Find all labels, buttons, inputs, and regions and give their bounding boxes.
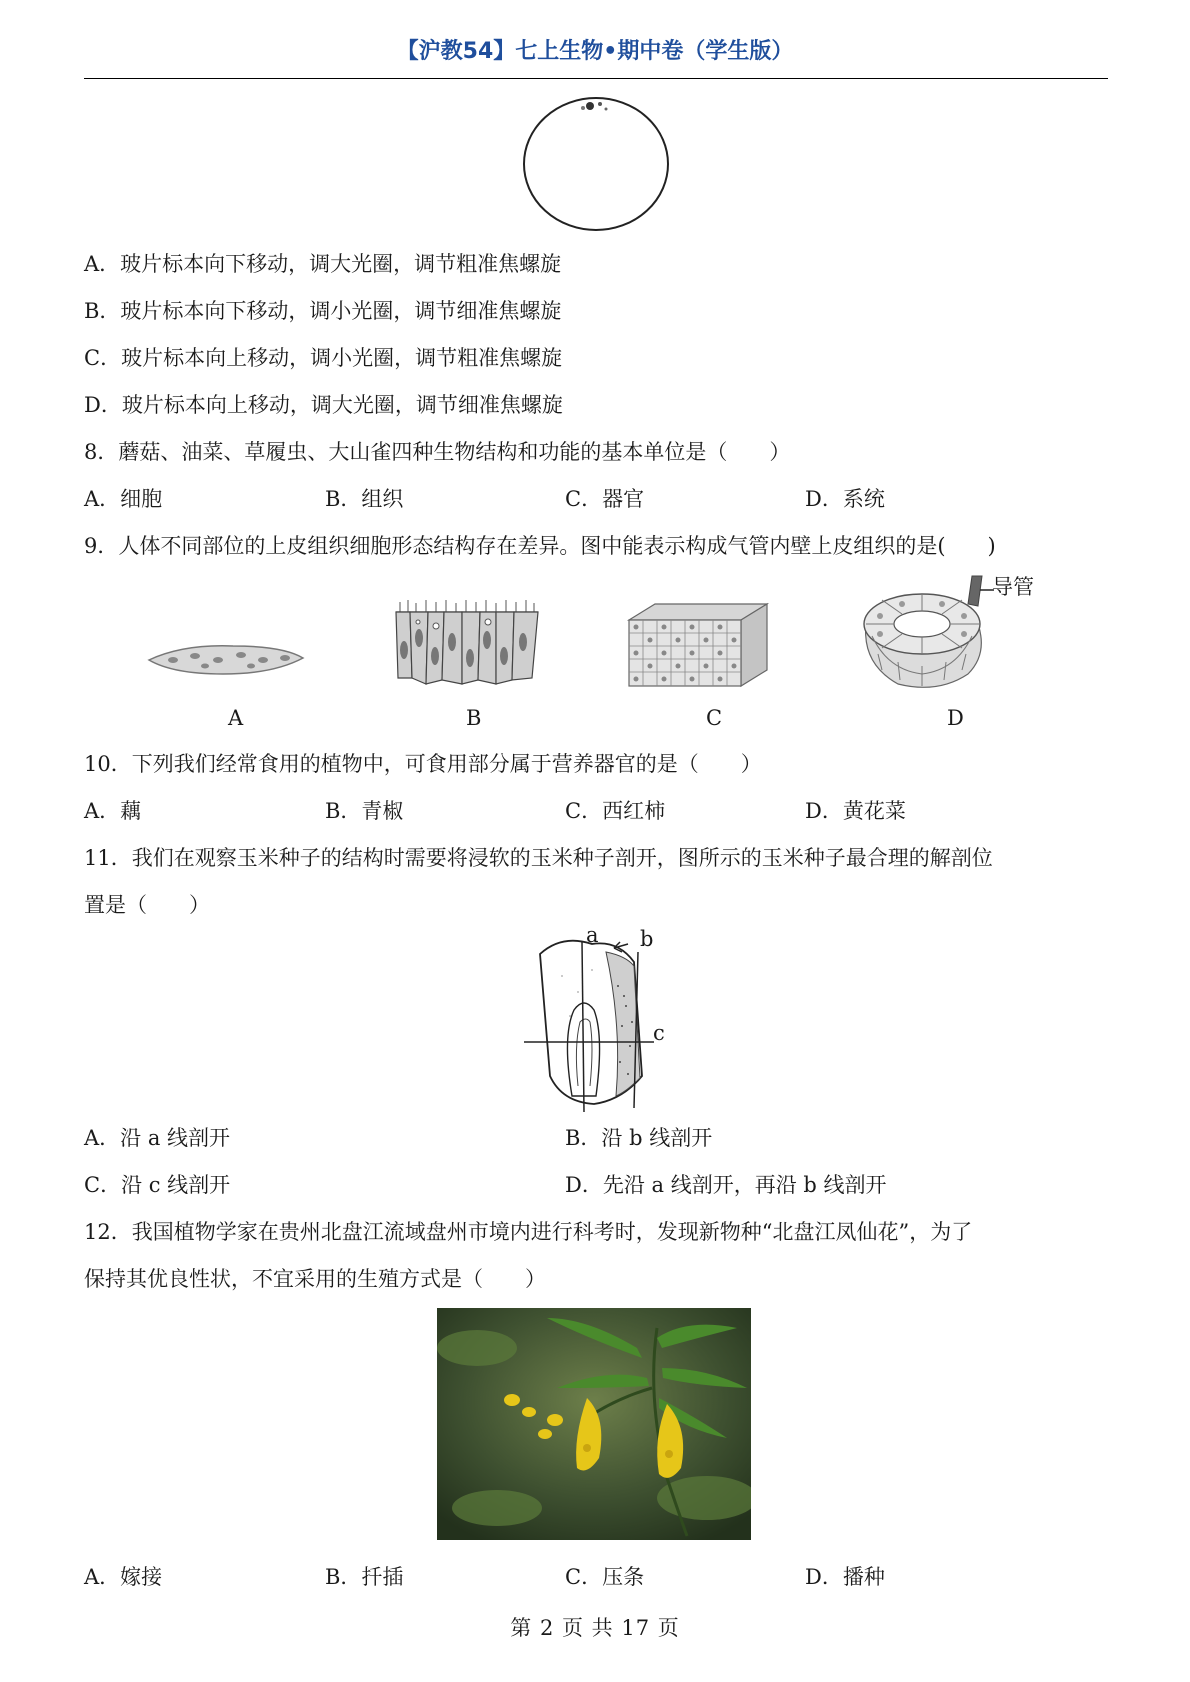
- epithelium-figure-b: [392, 598, 542, 690]
- q11-stem-line1: 11．我们在观察玉米种子的结构时需要将浸软的玉米种子剖开，图所示的玉米种子最合理的解剖位: [84, 846, 993, 870]
- gland-figure-d: [858, 574, 998, 692]
- epithelium-figure-a: [143, 638, 307, 680]
- q8-option-d: D．系统: [805, 487, 885, 511]
- duct-label: 导管: [992, 575, 1034, 599]
- header-divider: [84, 78, 1108, 79]
- duct-pointer-line: [980, 588, 994, 592]
- q10-option-a: A．藕: [84, 799, 142, 823]
- q9-stem: 9．人体不同部位的上皮组织细胞形态结构存在差异。图中能表示构成气管内壁上皮组织的是( ): [84, 534, 996, 558]
- page-footer: 第 2 页 共 17 页: [510, 1616, 680, 1640]
- q11-stem-line2: 置是（ ）: [84, 893, 210, 917]
- corn-label-a: a: [586, 923, 599, 947]
- q12-option-b: B．扦插: [325, 1565, 404, 1589]
- q8-option-c: C．器官: [565, 487, 645, 511]
- q12-option-c: C．压条: [565, 1565, 645, 1589]
- epithelium-figure-c: [625, 600, 771, 690]
- corn-label-c: c: [653, 1021, 665, 1045]
- q7-option-d: D．玻片标本向上移动，调大光圈，调节细准焦螺旋: [84, 393, 563, 417]
- microscope-field-figure: [518, 94, 674, 234]
- q10-stem: 10．下列我们经常食用的植物中，可食用部分属于营养器官的是（ ）: [84, 752, 762, 776]
- q11-option-c: C．沿 c 线剖开: [84, 1173, 231, 1197]
- q9-figure-label-b: B: [466, 706, 482, 730]
- q9-figure-label-d: D: [947, 706, 964, 730]
- q12-stem-line1: 12．我国植物学家在贵州北盘江流域盘州市境内进行科考时，发现新物种“北盘江凤仙花”，为了: [84, 1220, 973, 1244]
- impatiens-flower-photo: [437, 1308, 751, 1540]
- q12-stem-line2: 保持其优良性状，不宜采用的生殖方式是（ ）: [84, 1267, 546, 1291]
- q10-option-d: D．黄花菜: [805, 799, 906, 823]
- q7-option-c: C．玻片标本向上移动，调小光圈，调节粗准焦螺旋: [84, 346, 563, 370]
- q11-option-b: B．沿 b 线剖开: [565, 1126, 713, 1150]
- q12-option-d: D．播种: [805, 1565, 885, 1589]
- page-header-title: 【沪教54】七上生物•期中卷（学生版）: [396, 39, 794, 64]
- q7-option-a: A．玻片标本向下移动，调大光圈，调节粗准焦螺旋: [84, 252, 562, 276]
- q7-option-b: B．玻片标本向下移动，调小光圈，调节细准焦螺旋: [84, 299, 562, 323]
- q8-option-b: B．组织: [325, 487, 404, 511]
- q11-option-d: D．先沿 a 线剖开，再沿 b 线剖开: [565, 1173, 887, 1197]
- corn-seed-figure: [522, 926, 672, 1112]
- q12-option-a: A．嫁接: [84, 1565, 163, 1589]
- q10-option-c: C．西红柿: [565, 799, 666, 823]
- q8-stem: 8．蘑菇、油菜、草履虫、大山雀四种生物结构和功能的基本单位是（ ）: [84, 440, 791, 464]
- q11-option-a: A．沿 a 线剖开: [84, 1126, 231, 1150]
- corn-label-b: b: [640, 927, 654, 951]
- q8-option-a: A．细胞: [84, 487, 163, 511]
- q9-figure-label-a: A: [228, 706, 244, 730]
- q9-figure-label-c: C: [706, 706, 723, 730]
- q10-option-b: B．青椒: [325, 799, 404, 823]
